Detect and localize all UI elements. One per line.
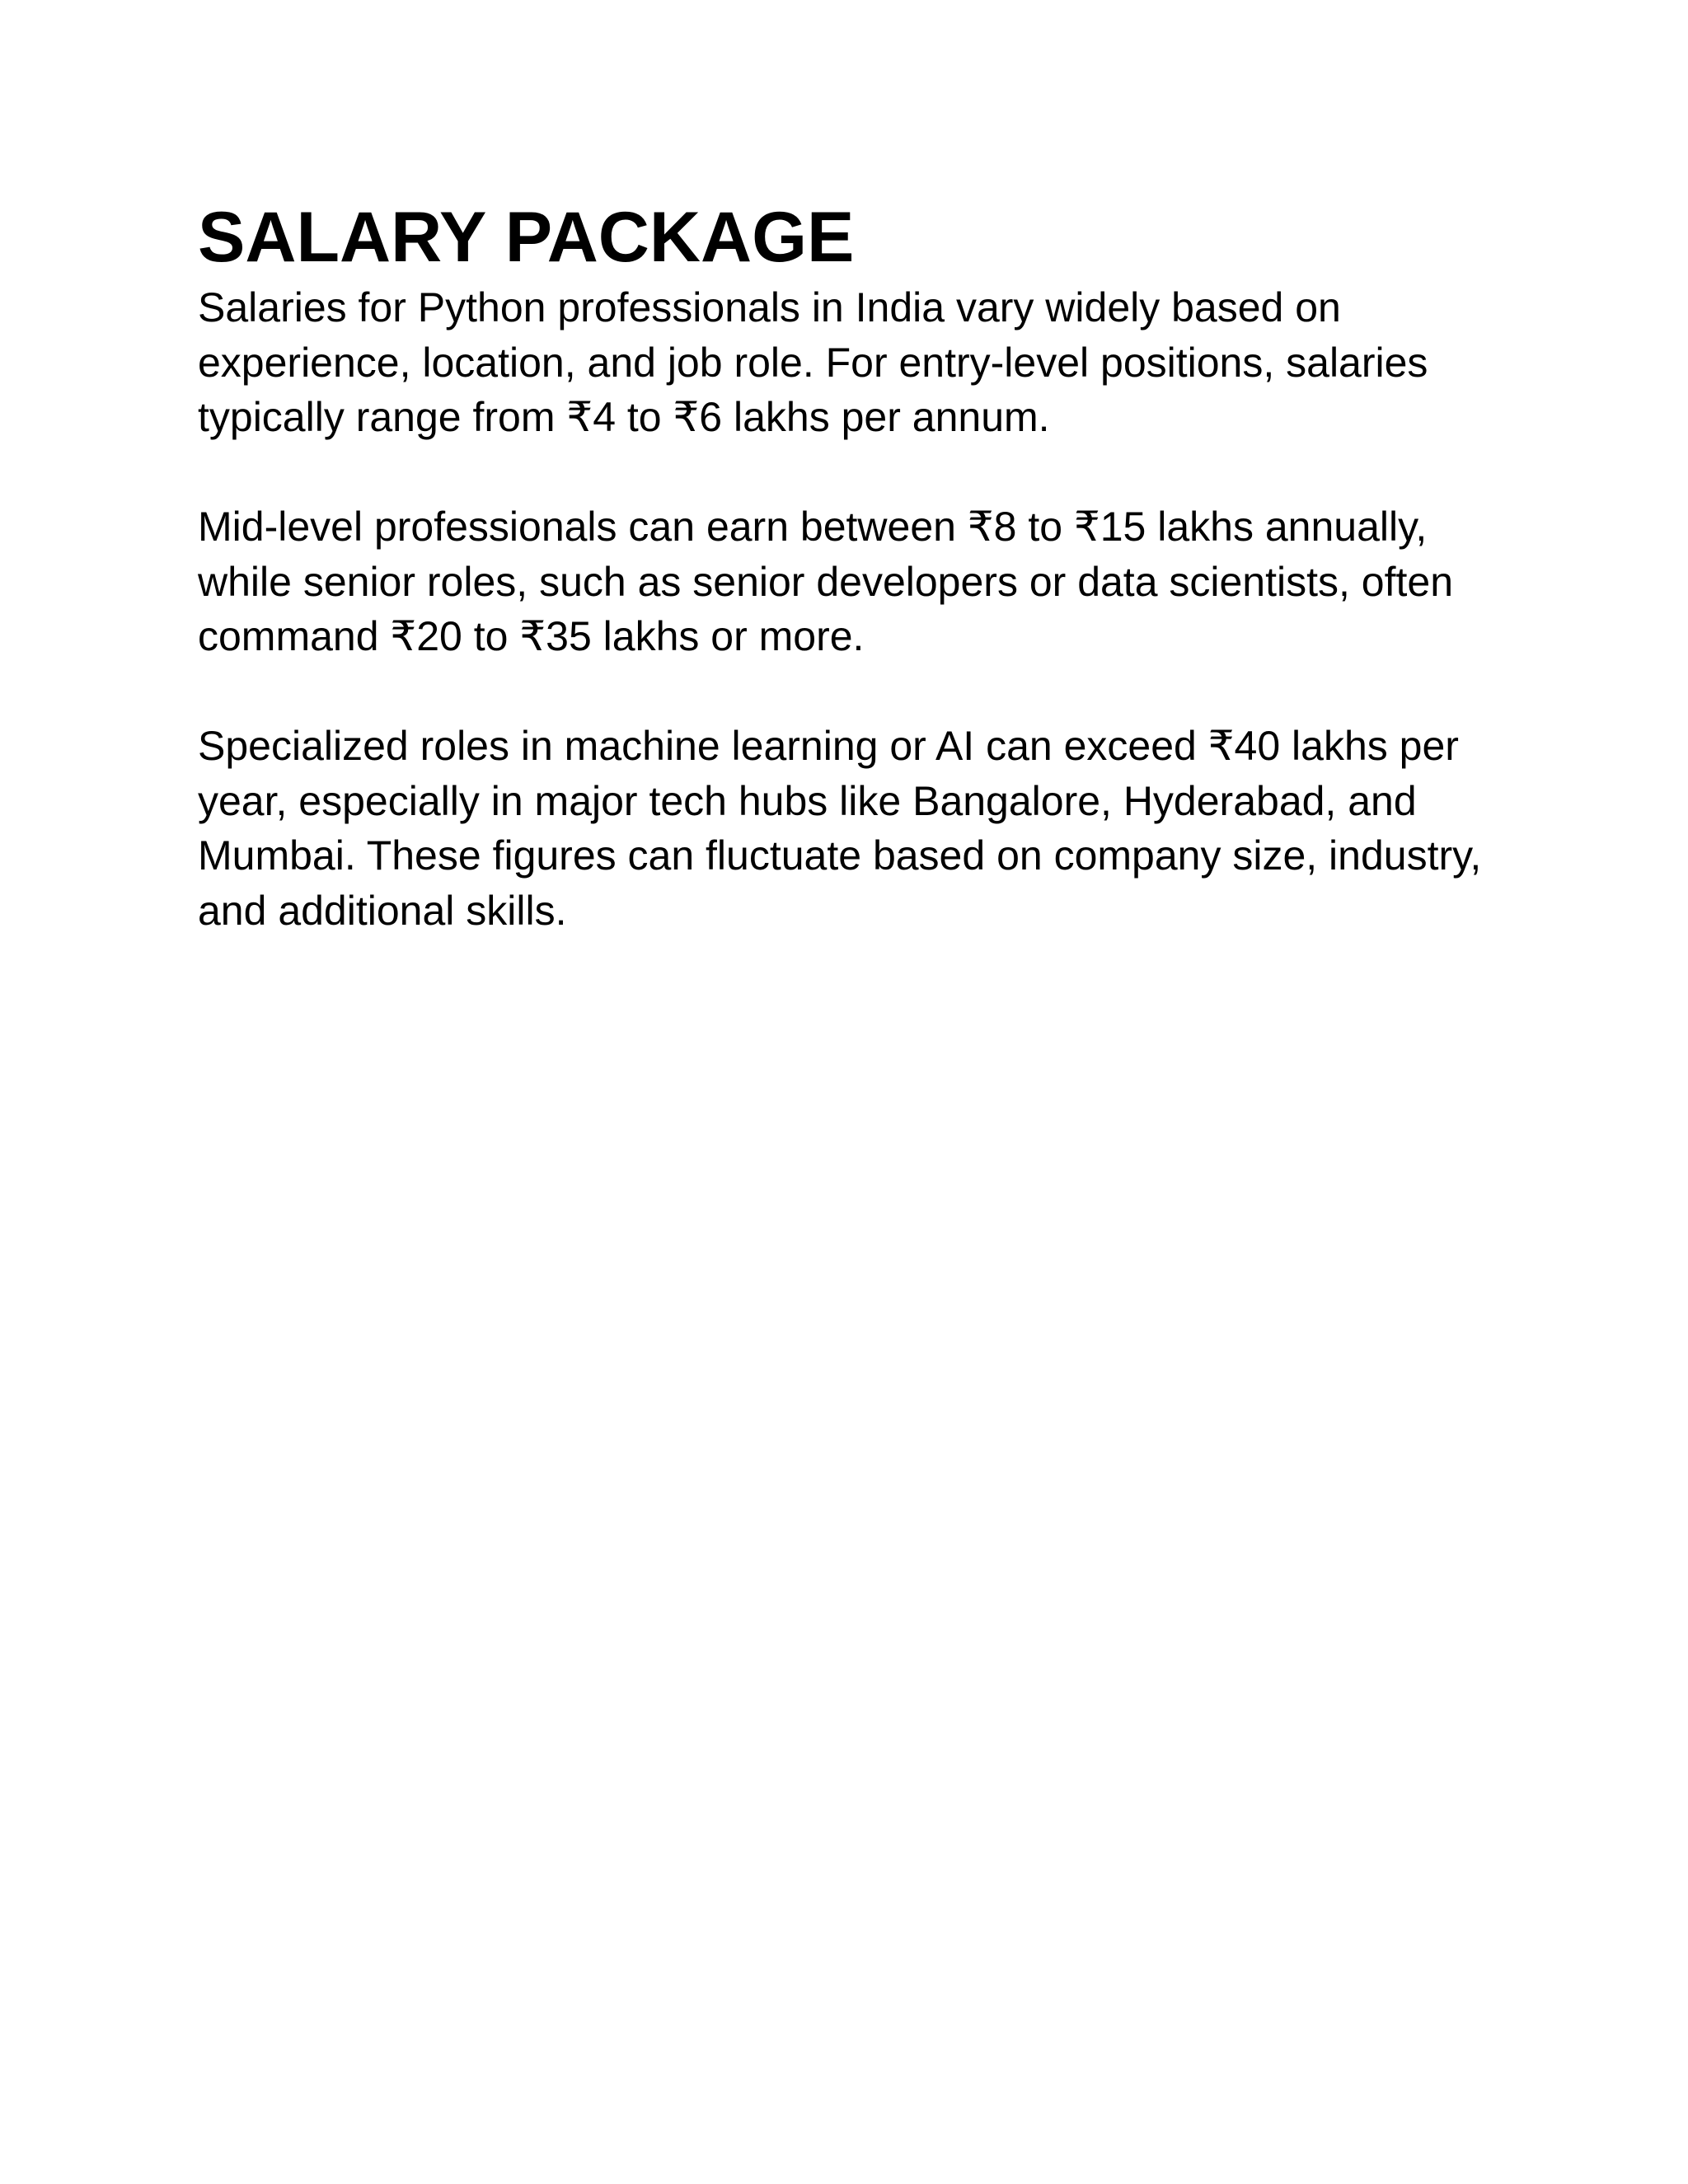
paragraph-specialized-roles: Specialized roles in machine learning or AI can exceed ₹40 lakhs per year, especially in major tech hubs like Bangalore, Hyderabad, and Mumbai. These figures can fluctuate based on company size, industry, and additional skills. <box>198 723 1482 934</box>
paragraph-entry-level: Salaries for Python professionals in India vary widely based on experience, location, and job role. For entry-level positions, salaries typically range from ₹4 to ₹6 lakhs per annum. <box>198 284 1428 440</box>
document-content <box>198 194 1533 938</box>
page-title: SALARY PACKAGE <box>198 198 855 277</box>
paragraph-mid-senior-level: Mid-level professionals can earn between ₹8 to ₹15 lakhs annually, while senior roles, such as senior developers or data scientists, often command ₹20 to ₹35 lakhs or more. <box>198 504 1453 659</box>
